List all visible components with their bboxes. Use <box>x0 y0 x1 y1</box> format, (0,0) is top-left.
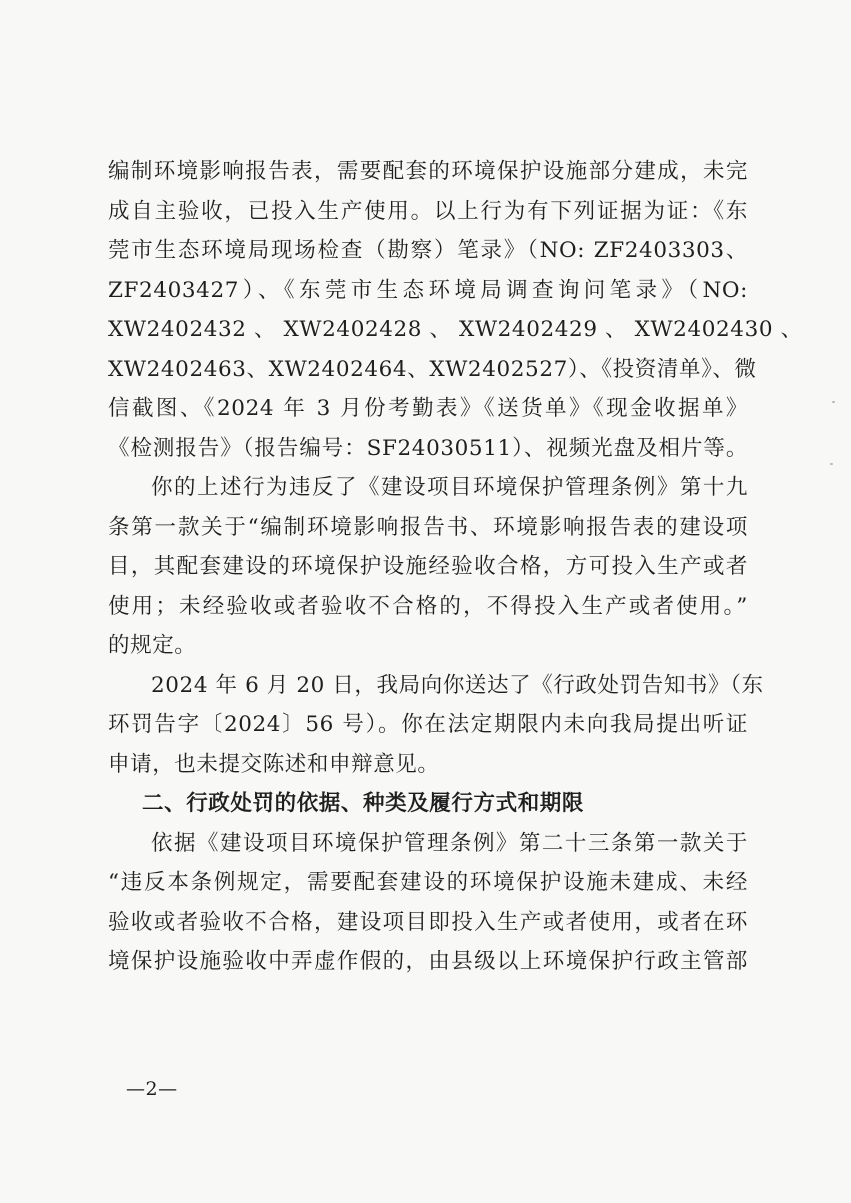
text-line: 编制环境影响报告表，需要配套的环境保护设施部分建成，未完 <box>108 159 748 184</box>
paragraph-first-line: 2024 年 6 月 20 日，我局向你送达了《行政处罚告知书》（东 <box>151 672 764 698</box>
scan-speck <box>832 401 835 403</box>
text-line: ZF2403427）、《东莞市生态环境局调查询问笔录》（NO: <box>108 277 748 303</box>
section-heading: 二、行政处罚的依据、种类及履行方式和期限 <box>142 791 585 816</box>
text-line: 目，其配套建设的环境保护设施经验收合格，方可投入生产或者 <box>108 554 748 579</box>
text-line: XW2402463、XW2402464、XW2402527）、《投资清单》、微 <box>108 356 757 382</box>
page-number: —2— <box>126 1078 178 1100</box>
text-line: 验收或者验收不合格，建设项目即投入生产或者使用，或者在环 <box>108 909 748 935</box>
text-line: 环罚告字〔2024〕56 号）。你在法定期限内未向我局提出听证 <box>108 712 748 737</box>
text-line: 信截图、《2024 年 3 月份考勤表》《送货单》《现金收据单》 <box>108 396 748 421</box>
text-line: 境保护设施验收中弄虚作假的，由县级以上环境保护行政主管部 <box>108 949 748 974</box>
paragraph-first-line: 依据《建设项目环境保护管理条例》第二十三条第一款关于 <box>151 830 748 856</box>
text-line: 《检测报告》（报告编号：SF24030511）、视频光盘及相片等。 <box>108 435 748 461</box>
text-line: 使用；未经验收或者验收不合格的，不得投入生产或者使用。” <box>108 593 748 619</box>
text-line: “违反本条例规定，需要配套建设的环境保护设施未建成、未经 <box>108 870 748 895</box>
text-line: XW2402432 、 XW2402428 、 XW2402429 、 XW2402430 、 <box>108 317 803 342</box>
text-line: 条第一款关于“编制环境影响报告书、环境影响报告表的建设项 <box>108 514 748 540</box>
paragraph-first-line: 你的上述行为违反了《建设项目环境保护管理条例》第十九 <box>151 475 748 500</box>
text-line: 莞市生态环境局现场检查（勘察）笔录》（NO: ZF2403303、 <box>108 238 748 263</box>
text-line: 成自主验收，已投入生产使用。以上行为有下列证据为证：《东 <box>108 198 748 224</box>
text-line: 的规定。 <box>108 633 197 658</box>
document-body <box>108 152 803 982</box>
scan-speck <box>830 463 833 465</box>
text-line: 申请，也未提交陈述和申辩意见。 <box>108 751 440 777</box>
